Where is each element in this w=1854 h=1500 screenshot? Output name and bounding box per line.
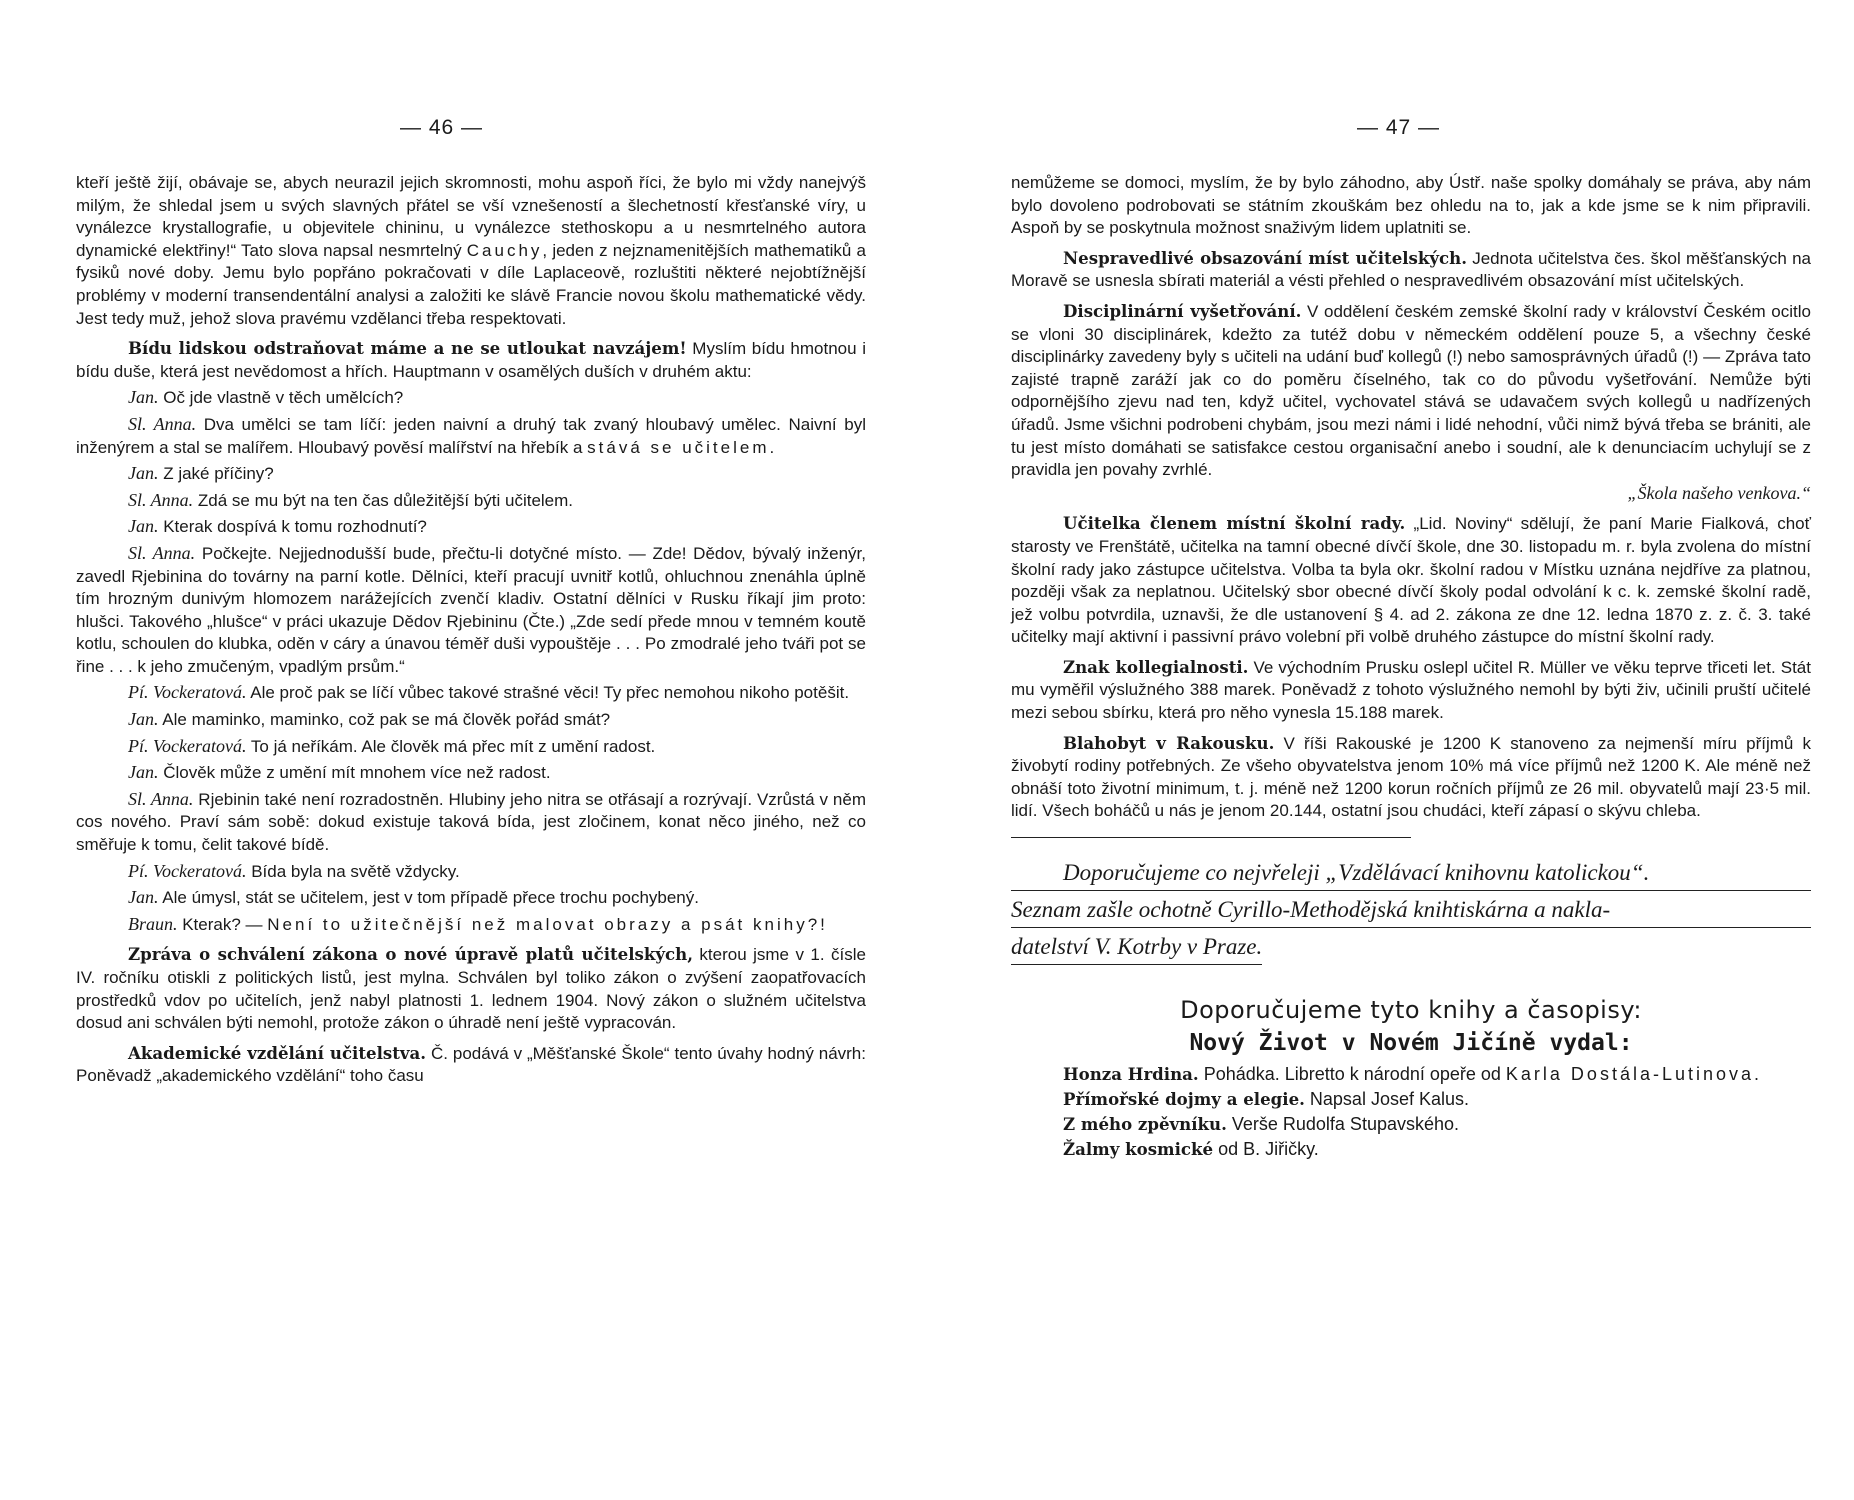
book-entry: Přímořské dojmy a elegie. Napsal Josef Kalus.	[1063, 1089, 1469, 1110]
paragraph: Zpráva o schválení zákona o nové úpravě platů učitelských, kterou jsme v 1. čísle IV. ročníku otiskli z politických listů, jest mylna. Schválen byl toliko zákon o zvýšení zaopatřovacích prostředků vdov po učitelích, jenž nabyl platnosti 1. lednem 1904. Nový zákon o služném učitelstva dosud ani schválen býti nemohl, protože zákon o úhradě není ještě vypracován.	[76, 944, 866, 1033]
paragraph-heading: Blahobyt v Rakousku.	[1063, 732, 1275, 753]
paragraph-heading: Akademické vzdělání učitelstva.	[128, 1042, 427, 1063]
paragraph-heading: Učitelka členem místní školní rady.	[1063, 513, 1406, 534]
paragraph: Znak kollegialnosti. Ve východním Prusku oslepl učitel R. Müller ve věku teprve třiceti let. Stát mu vyměřil výslužného 388 marek. Poněvadž z tohoto výslužného nemohl by býti živ, učinili pruští učitelé mezi sebou sbírku, která pro něho vynesla 15.188 marek.	[1011, 656, 1811, 723]
book-entry: Žalmy kosmické od B. Jiřičky.	[1063, 1139, 1319, 1160]
dialogue-line: Pí. Vockeratová. Bída byla na světě vždycky.	[128, 860, 460, 881]
paragraph: Bídu lidskou odstraňovat máme a ne se utloukat navzájem! Myslím bídu hmotnou i bídu duše, která jest nevědomost a hřích. Hauptmann v osamělých duších v druhém aktu:	[76, 338, 866, 381]
recommendation-box	[1011, 854, 1811, 965]
dialogue-line: Jan. Ale úmysl, stát se učitelem, jest v tom případě přece trochu pochybený.	[128, 887, 699, 908]
dialogue-line: Pí. Vockeratová. Ale proč pak se líčí vůbec takové strašné věci! Ty přec nemohou nikoho potěšit.	[128, 682, 850, 703]
paragraph: Akademické vzdělání učitelstva. Č. podává v „Měšťanské Škole“ tento úvahy hodný návrh: Poněvadž „akademického vzdělání“ toho času	[76, 1042, 866, 1086]
paragraph: kteří ještě žijí, obávaje se, abych neurazil jejich skromnosti, mohu aspoň říci, že bylo mi vždy nanejvýš milým, že shledal jsem u svých slavných přátel se vší vznešeností a šlechetností křesťanské víry, u vynálezce krystallografie, u objevitele chininu, u vynálezce stethoskopu a u nesmrtelného autora dynamické elektřiny!“ Tato slova napsal nesmrtelný Cauchy, jeden z nejznamenitějších mathematiků a fysiků nové doby. Jemu bylo popřáno pokračovati v díle Laplaceově, rozluštiti některé nejobtížnější problémy v moderní transendentální analysi a založiti ke slávě Francie novou školu mathematické vědy. Jest tedy muž, jehož slova pravému vzdělanci třeba respektovati.	[76, 173, 866, 328]
recommendation-line: Doporučujeme co nejvřeleji „Vzdělávací knihovnu katolickou“.	[1011, 854, 1811, 891]
divider	[1011, 837, 1411, 838]
paragraph-heading: Znak kollegialnosti.	[1063, 656, 1249, 677]
dialogue-line: Sl. Anna. Dva umělci se tam líčí: jeden naivní a druhý tak zvaný hloubavý umělec. Naivní byl inženýrem a stal se malířem. Hloubavý pověsí malířství na hřebík a stává se učitelem.	[76, 413, 866, 457]
paragraph: nemůžeme se domoci, myslím, že by bylo záhodno, aby Ústř. naše spolky domáhaly se práva, aby nám bylo dovoleno podrobovati se státním zkouškám bez ohledu na to, jak a kde jsme se k nim připravili. Aspoň by se poskytnula možnost snaživým lidem uplatniti se.	[1011, 173, 1811, 238]
right-page	[927, 0, 1854, 1500]
dialogue-line: Sl. Anna. Počkejte. Nejjednodušší bude, přečtu-li dotyčné místo. — Zde! Dědov, bývalý inženýr, zavedl Rjebinina do továrny na parní kotle. Dělníci, kteří pracují uvnitř kotlů, ohluchnou znenáhla úplně tím hrozným dunivým hlomozem narážejících zvenčí kladiv. Ostatní dělníci v Rusku říkají jim proto: hlušci. Takového „hlušce“ v práci ukazuje Dědov Rjebininu (Čte.) „Zde sedí přede mnou v temném koutě kotlu, schoulen do klubka, oděn v cáry a únavou téměř duši vypouštěje . . . Po zmodralé jeho tváři pot se řine . . . k jeho zmučeným, vpadlým prsům.“	[76, 542, 866, 676]
book-entry: Z mého zpěvníku. Verše Rudolfa Stupavského.	[1063, 1114, 1460, 1135]
book-entry: Honza Hrdina. Pohádka. Libretto k národní opeře od Karla Dostála-Lutinova.	[1063, 1064, 1760, 1085]
dialogue-line: Pí. Vockeratová. To já neříkám. Ale člověk má přec mít z umění radost.	[128, 735, 656, 756]
paragraph-heading: Disciplinární vyšetřování.	[1063, 300, 1302, 321]
paragraph: Učitelka členem místní školní rady. „Lid. Noviny“ sdělují, že paní Marie Fialková, choť starosty ve Frenštátě, učitelka na tamní obecné dívčí škole, dne 30. listopadu m. r. byla zvolena do místní školní rady jako zástupce učitelstva. Volba ta byla okr. školní radou v Místku uznána nejdříve za platnou, později však za neplatnou. Učitelský sbor obecné dívčí školy podal odvolání k c. k. zemské školní radě, jež volbu potvrdila, uznavši, že dle ustanovení § 4. ad 2. zákona ze dne 12. ledna 1870 z. z. č. 3. také učitelky mají aktivní i passivní právo volební při volbě druhého zástupce do místní školní rady.	[1011, 513, 1811, 647]
recommendation-line: datelství V. Kotrby v Praze.	[1011, 928, 1262, 965]
right-text-column	[1011, 172, 1811, 1162]
dialogue-line: Jan. Ale maminko, maminko, což pak se má člověk pořád smát?	[128, 709, 611, 730]
paragraph-heading: Bídu lidskou odstraňovat máme a ne se utloukat navzájem!	[128, 338, 687, 359]
dialogue-line: Sl. Anna. Rjebinin také není rozradostněn. Hlubiny jeho nitra se otřásají a rozrývají. Vzrůstá v něm cos nového. Praví sám sobě: dokud existuje taková bída, jest zločinem, konat něco jiného, než co směřuje k tomu, čelit takové bídě.	[76, 788, 866, 855]
publisher-heading: Nový Život v Novém Jičíně vydal:	[1189, 1029, 1633, 1056]
dialogue-line: Jan. Člověk může z umění mít mnohem více než radost.	[128, 762, 551, 783]
dialogue-line: Braun. Kterak? — Není to užitečnější než malovat obrazy a psát knihy?!	[128, 913, 828, 934]
dialogue-line: Jan. Oč jde vlastně v těch umělcích?	[128, 387, 404, 408]
paragraph-heading: Nespravedlivé obsazování míst učitelských.	[1063, 247, 1467, 268]
paragraph-heading: Zpráva o schválení zákona o nové úpravě platů učitelských,	[128, 944, 693, 965]
left-text-column	[76, 172, 866, 1088]
source-citation: „Škola našeho venkova.“	[1627, 482, 1811, 503]
recommendation-line: Seznam zašle ochotně Cyrillo-Methodějská knihtiskárna a nakla-	[1011, 891, 1811, 928]
dialogue-line: Sl. Anna. Zdá se mu být na ten čas důležitější býti učitelem.	[128, 489, 574, 510]
book-list	[1011, 1062, 1811, 1162]
paragraph: Disciplinární vyšetřování. V oddělení českém zemské školní rady v království Českém ocitlo se vloni 30 disciplinárek, kdežto za tutéž dobu v německém oddělení pouze 5, a všechny české disciplinárky zavedeny byly s učiteli na udání buď kollegů (!) nebo samosprávných úřadů (!) — Zpráva tato zajisté trapně zaráží jak co do poměru číselného, tak co do původu vyšetřování. Nemůže býti odpornějšího zjevu nad ten, když učitel, vychovatel stává se udavačem svých kollegů u nadřízených úřadů. Jsme všichni podrobeni chybám, jsou mezi námi i lidé nehodní, vůči nimž bývá třeba se brániti, ale tu jest místo domáhati se satisfakce cestou organisační anebo i soudní, ale k denunciacím uchylují se z pravidla jen povahy zvrhlé.	[1011, 300, 1811, 480]
paragraph: Nespravedlivé obsazování míst učitelských. Jednota učitelstva čes. škol měšťanských na Moravě se usnesla sbírati materiál a vésti přehled o nespravedlivém obsazování míst učitelských.	[1011, 247, 1811, 291]
section-heading: Doporučujeme tyto knihy a časopisy:	[1180, 996, 1642, 1025]
paragraph: Blahobyt v Rakousku. V říši Rakouské je 1200 K stanoveno za nejmenší míru příjmů k živobytí rodiny potřebných. Ze všeho obyvatelstva jenom 10% má více příjmů než 1200 K. Ale méně než obnáší toto životní minimum, t. j. méně než 1200 korun ročních příjmů ze 26 mil. obyvatelů mají 23·5 mil. lidí. Všech boháčů u nás je jenom 20.144, ostatní jsou chudáci, kteří zápasí o skývu chleba.	[1011, 732, 1812, 821]
page-number: — 46 —	[400, 116, 484, 139]
dialogue-line: Jan. Z jaké příčiny?	[128, 463, 274, 484]
page-number: — 47 —	[1357, 116, 1441, 139]
dialogue-line: Jan. Kterak dospívá k tomu rozhodnutí?	[128, 516, 427, 537]
